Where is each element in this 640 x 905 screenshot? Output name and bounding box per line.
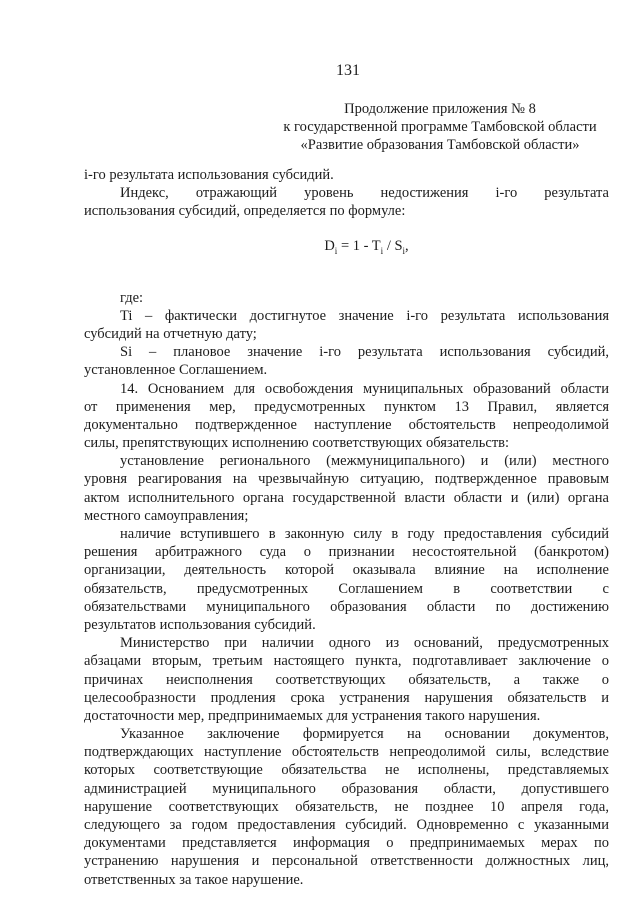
header-line-1: Продолжение приложения № 8 — [344, 101, 536, 117]
text-line: достаточности мер, предпринимаемых для устранения такого нарушения. — [84, 707, 541, 724]
text-line: подтверждающих наступление обстоятельств непреодолимой силы, вследствие — [84, 744, 609, 761]
appendix-header — [250, 100, 630, 154]
text-line: установление регионального (межмуниципального) и (или) местного — [120, 453, 609, 470]
text-line: результатов использования субсидий. — [84, 616, 316, 633]
text-line: администрацией муниципального образования области, допустившего — [84, 780, 609, 797]
text-line: Указанное заключение формируется на основании документов, — [120, 726, 609, 743]
text-line: 14. Основанием для освобождения муниципальных образований области — [120, 380, 609, 397]
text-line: которых соответствующие обязательства не исполнены, представляемых — [84, 762, 609, 779]
text-line: Министерство при наличии одного из оснований, предусмотренных — [120, 635, 609, 652]
formula: $D_i = 1 - T_i / S_i$, — [324, 237, 409, 256]
text-line: силы, препятствующих исполнению соответствующих обязательств: — [84, 435, 510, 452]
text-line: наличие вступившего в законную силу в году предоставления субсидий — [120, 526, 609, 542]
text-line: установленное Соглашением. — [84, 362, 268, 379]
text-line: решения арбитражного суда о признании несостоятельной (банкротом) — [84, 544, 609, 561]
text-line: устранению нарушения и персональной ответственности должностных лиц, — [84, 853, 609, 870]
text-line: абзацами вторым, третьим настоящего пункта, подготавливает заключение о — [84, 653, 609, 670]
text-line: от применения мер, предусмотренных пунктом 13 Правил, является — [84, 398, 609, 415]
text-line: целесообразности продления срока устранения нарушения обязательств и — [84, 689, 609, 706]
text-line: документально подтвержденное наступление обстоятельств непреодолимой — [84, 416, 609, 433]
header-line-3: «Развитие образования Тамбовской области» — [300, 137, 580, 153]
text-line: актом исполнительного органа государственной власти области и (или) органа — [84, 489, 609, 506]
text-line: документами представляется информация о предпринимаемых мерах по — [84, 835, 609, 852]
header-line-2: к государственной программе Тамбовской области — [283, 119, 597, 135]
text-line: Si – плановое значение i-го результата использования субсидий, — [120, 344, 609, 361]
text-line: i-го результата использования субсидий. — [84, 167, 334, 183]
text-line: субсидий на отчетную дату; — [84, 325, 257, 342]
text-line: организации, деятельность которой оказывала влияние на исполнение — [84, 562, 609, 579]
document-body — [84, 166, 609, 889]
text-line: Ti – фактически достигнутое значение i-го результата использования — [120, 307, 609, 324]
text-line: местного самоуправления; — [84, 507, 249, 524]
text-line: уровня реагирования на чрезвычайную ситуацию, подтвержденное правовым — [84, 471, 609, 488]
text-line: ответственных за такое нарушение. — [84, 871, 304, 888]
text-line: Индекс, отражающий уровень недостижения i-го результата — [120, 185, 609, 202]
text-line: использования субсидий, определяется по формуле: — [84, 203, 406, 220]
text-line: причинах неисполнения соответствующих обязательств, а также о — [84, 671, 609, 688]
text-line: обязательствами муниципального образования области по достижению — [84, 598, 609, 615]
text-line: где: — [120, 289, 144, 306]
page-number: 131 — [336, 62, 360, 79]
text-line: нарушение соответствующих обязательств, не позднее 10 апреля года, — [84, 798, 609, 815]
text-line: обязательств, предусмотренных Соглашением в соответствии с — [84, 580, 609, 597]
text-line: следующего за годом предоставления субсидий. Одновременно с указанными — [84, 817, 609, 833]
